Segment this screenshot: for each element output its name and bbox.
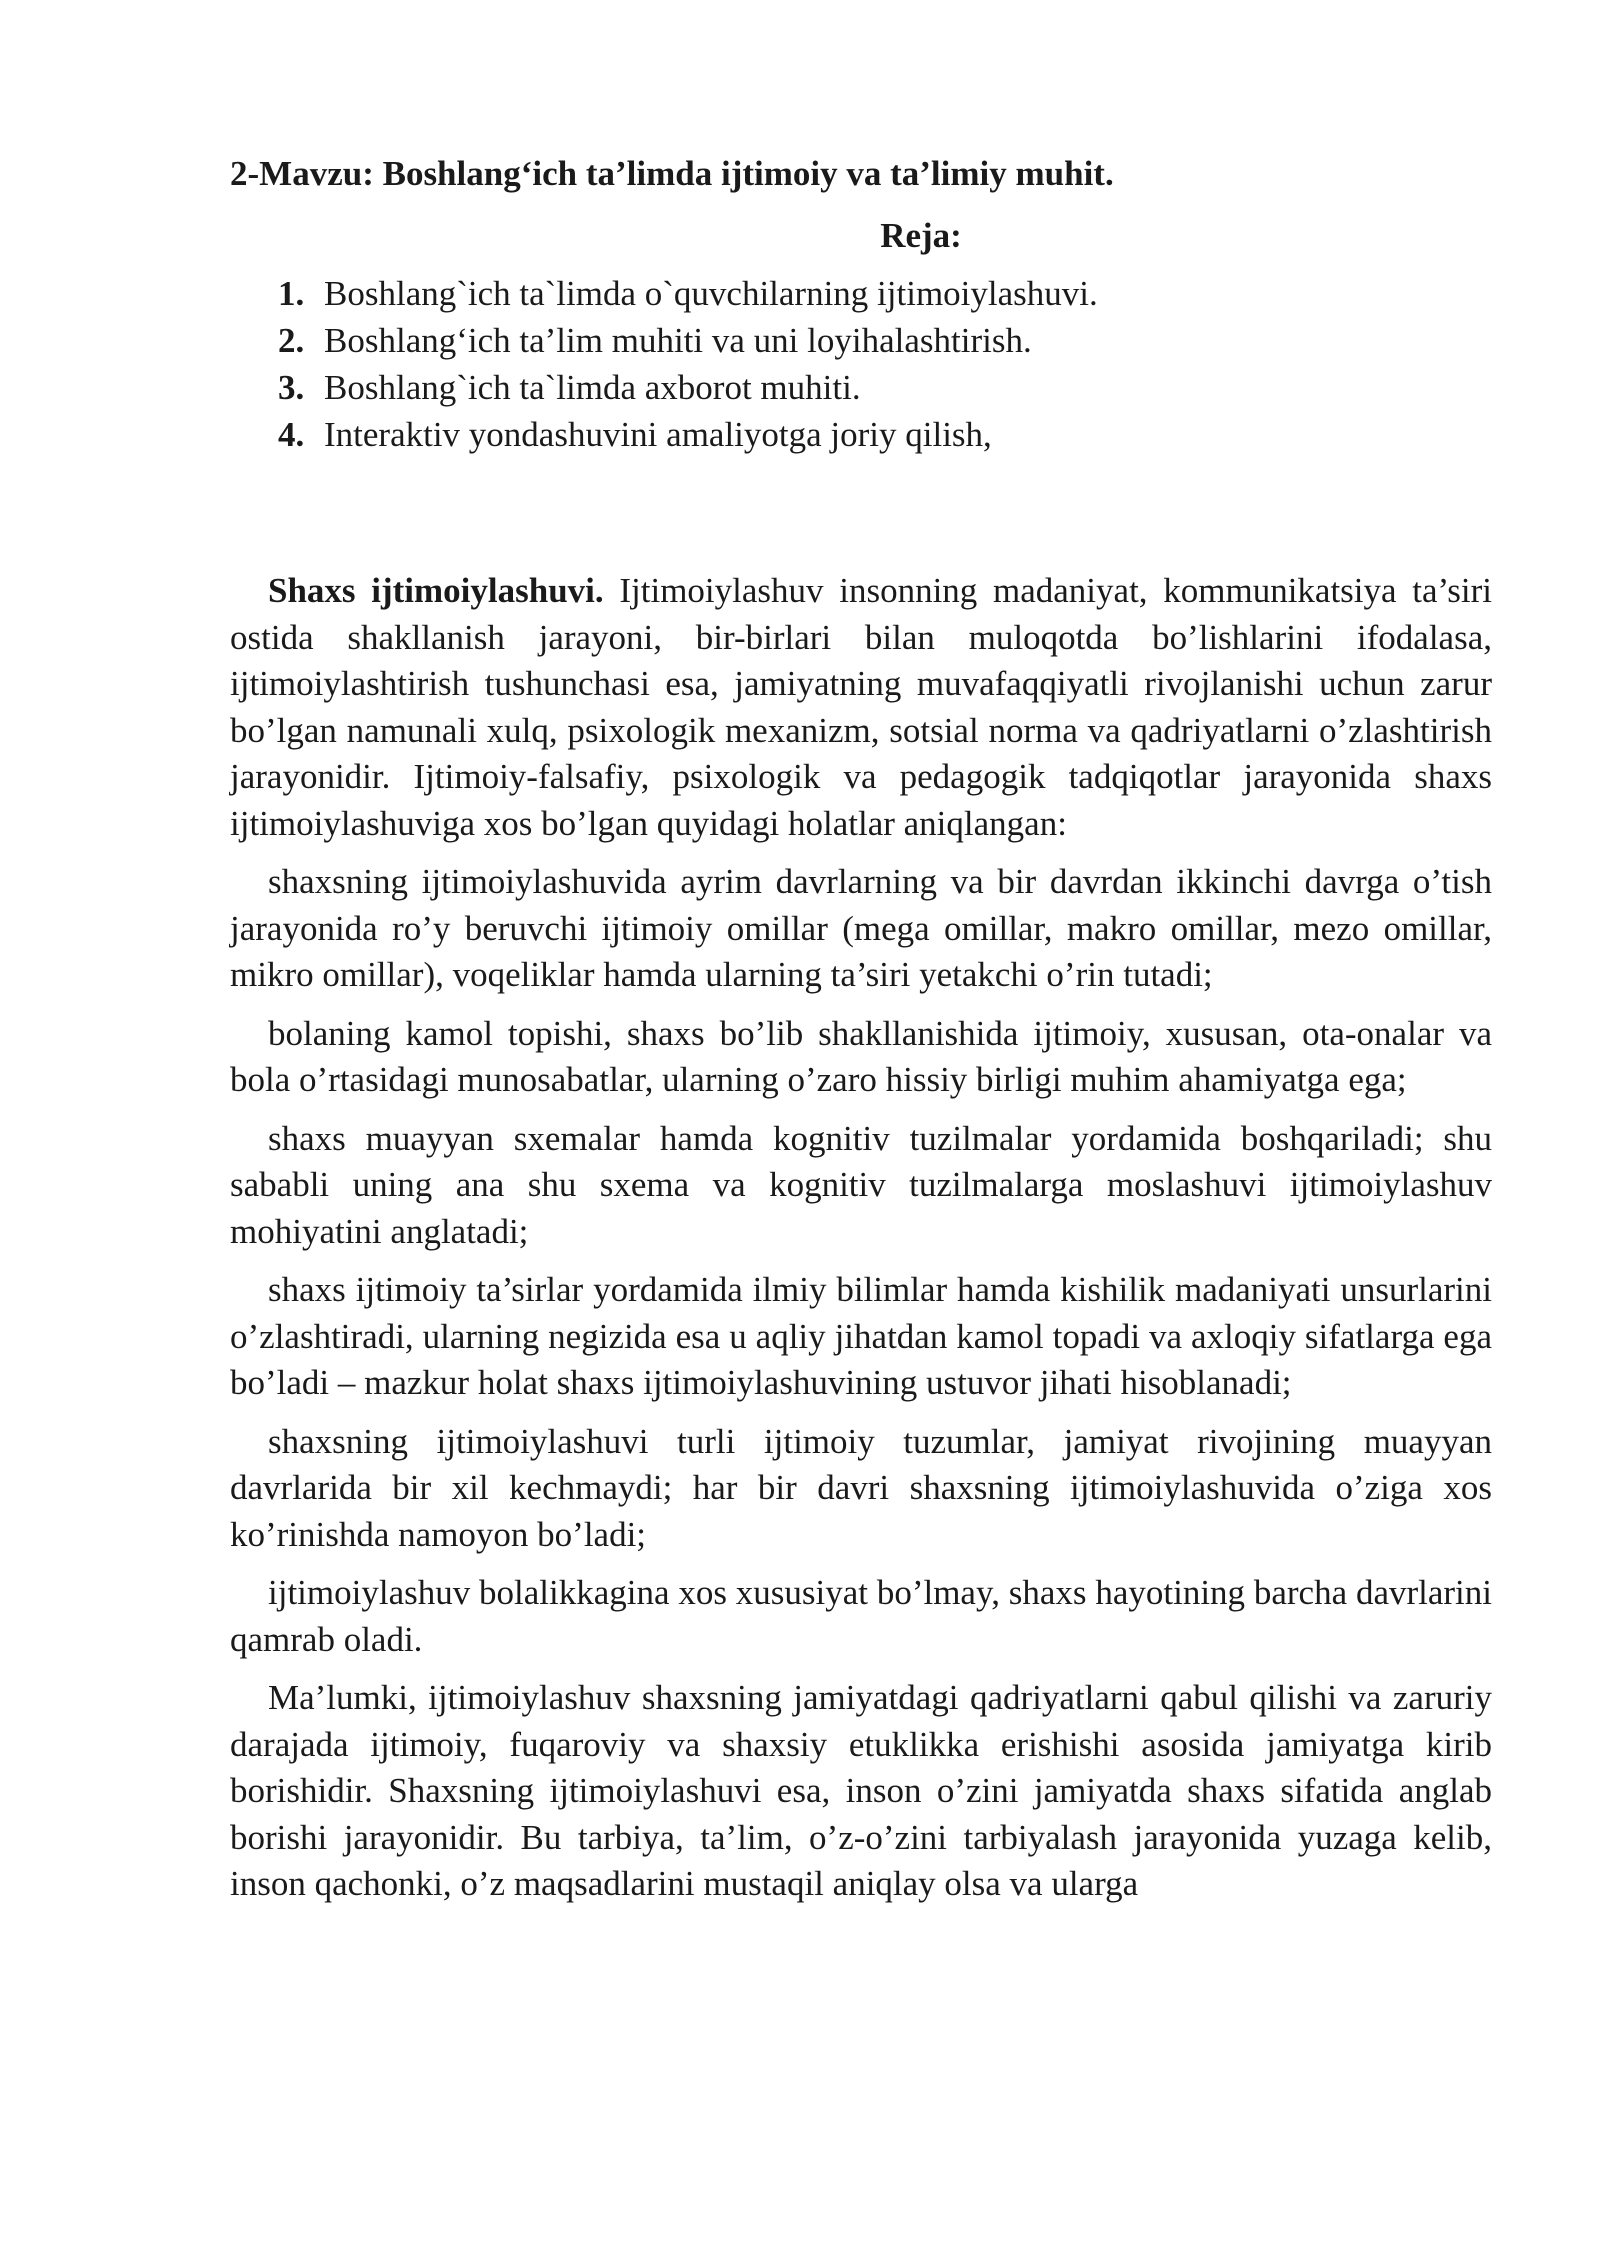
paragraph — [230, 1267, 1492, 1407]
plan-item-number: 3. — [278, 368, 305, 407]
paragraph-text: ijtimoiylashuv bolalikkagina xos xususiyat bo’lmay, shaxs hayotining barcha davrlarini qamrab oladi. — [230, 1573, 1492, 1659]
paragraph — [230, 1011, 1492, 1104]
plan-item-number: 1. — [278, 274, 305, 313]
body-text — [230, 568, 1492, 1908]
paragraph — [230, 568, 1492, 847]
paragraph — [230, 859, 1492, 999]
paragraph-lead: Shaxs ijtimoiylashuvi. — [268, 571, 604, 610]
plan-item — [278, 411, 1492, 458]
plan-item — [278, 317, 1492, 364]
paragraph-text: shaxs ijtimoiy ta’sirlar yordamida ilmiy bilimlar hamda kishilik madaniyati unsurlarini o’zlashtiradi, ularning negizida esa u aqliy jihatdan kamol topadi va axloqiy sifatlarga ega bo’ladi – mazkur holat shaxs ijtimoiylashuvining ustuvor jihati hisoblanadi; — [230, 1270, 1492, 1402]
plan-item-number: 2. — [278, 321, 305, 360]
paragraph-text: shaxs muayyan sxemalar hamda kognitiv tuzilmalar yordamida boshqariladi; shu sababli uning ana shu sxema va kognitiv tuzilmalarga moslashuvi ijtimoiylashuv mohiyatini anglatadi; — [230, 1118, 1492, 1251]
plan-item-number: 4. — [278, 415, 305, 454]
plan-item-text: Interaktiv yondashuvini amaliyotga joriy qilish, — [324, 415, 992, 454]
document-page — [230, 150, 1492, 1920]
paragraph — [230, 1570, 1492, 1663]
plan-item-text: Boshlang`ich ta`limda axborot muhiti. — [324, 368, 861, 407]
paragraph-text: shaxsning ijtimoiylashuvida ayrim davrlarning va bir davrdan ikkinchi davrga o’tish jarayonida ro’y beruvchi ijtimoiy omillar (mega omillar, makro omillar, mezo omillar, mikro omillar), voqeliklar hamda ularning ta’siri yetakchi o’rin tutadi; — [230, 862, 1492, 994]
paragraph — [230, 1675, 1492, 1908]
plan-heading: Reja: — [880, 216, 962, 255]
paragraph — [230, 1116, 1492, 1256]
paragraph — [230, 1419, 1492, 1559]
plan-item-text: Boshlang‘ich ta’lim muhiti va uni loyihalashtirish. — [324, 321, 1032, 360]
paragraph-text: Ma’lumki, ijtimoiylashuv shaxsning jamiyatdagi qadriyatlarni qabul qilishi va zaruriy darajada ijtimoiy, fuqaroviy va shaxsiy etuklikka erishishi asosida jamiyatga kirib borishidir. Shaxsning ijtimoiylashuvi esa, inson o’zini jamiyatda shaxs sifatida anglab borishi jarayonidir. Bu tarbiya, ta’lim, o’z-o’zini tarbiyalash jarayonida yuzaga kelib, inson qachonki, o’z maqsadlarini mustaqil aniqlay olsa va ularga — [230, 1678, 1492, 1903]
plan-item — [278, 270, 1492, 317]
paragraph-text: bolaning kamol topishi, shaxs bo’lib shakllanishida ijtimoiy, xususan, ota-onalar va bola o’rtasidagi munosabatlar, ularning o’zaro hissiy birligi muhim ahamiyatga ega; — [230, 1013, 1492, 1099]
plan-list — [230, 270, 1492, 458]
paragraph-text: shaxsning ijtimoiylashuvi turli ijtimoiy tuzumlar, jamiyat rivojining muayyan davrlarida bir xil kechmaydi; har bir davri shaxsning ijtimoiylashuvida o’ziga xos ko’rinishda namoyon bo’ladi; — [230, 1421, 1492, 1554]
document-title: 2-Mavzu: Boshlang‘ich ta’limda ijtimoiy va ta’limiy muhit. — [230, 154, 1114, 193]
plan-item-text: Boshlang`ich ta`limda o`quvchilarning ijtimoiylashuvi. — [324, 274, 1098, 313]
plan-item — [278, 364, 1492, 411]
paragraph-text: Ijtimoiylashuv insonning madaniyat, kommunikatsiya ta’siri ostida shakllanish jarayoni, bir-birlari bilan muloqotda bo’lishlarini ifodalasa, ijtimoiylashtirish tushunchasi esa, jamiyatning muvafaqqiyatli rivojlanishi uchun zarur bo’lgan namunali xulq, psixologik mexanizm, sotsial norma va qadriyatlarni o’zlashtirish jarayonidir. Ijtimoiy-falsafiy, psixologik va pedagogik tadqiqotlar jarayonida shaxs ijtimoiylashuviga xos bo’lgan quyidagi holatlar aniqlangan: — [230, 571, 1492, 843]
